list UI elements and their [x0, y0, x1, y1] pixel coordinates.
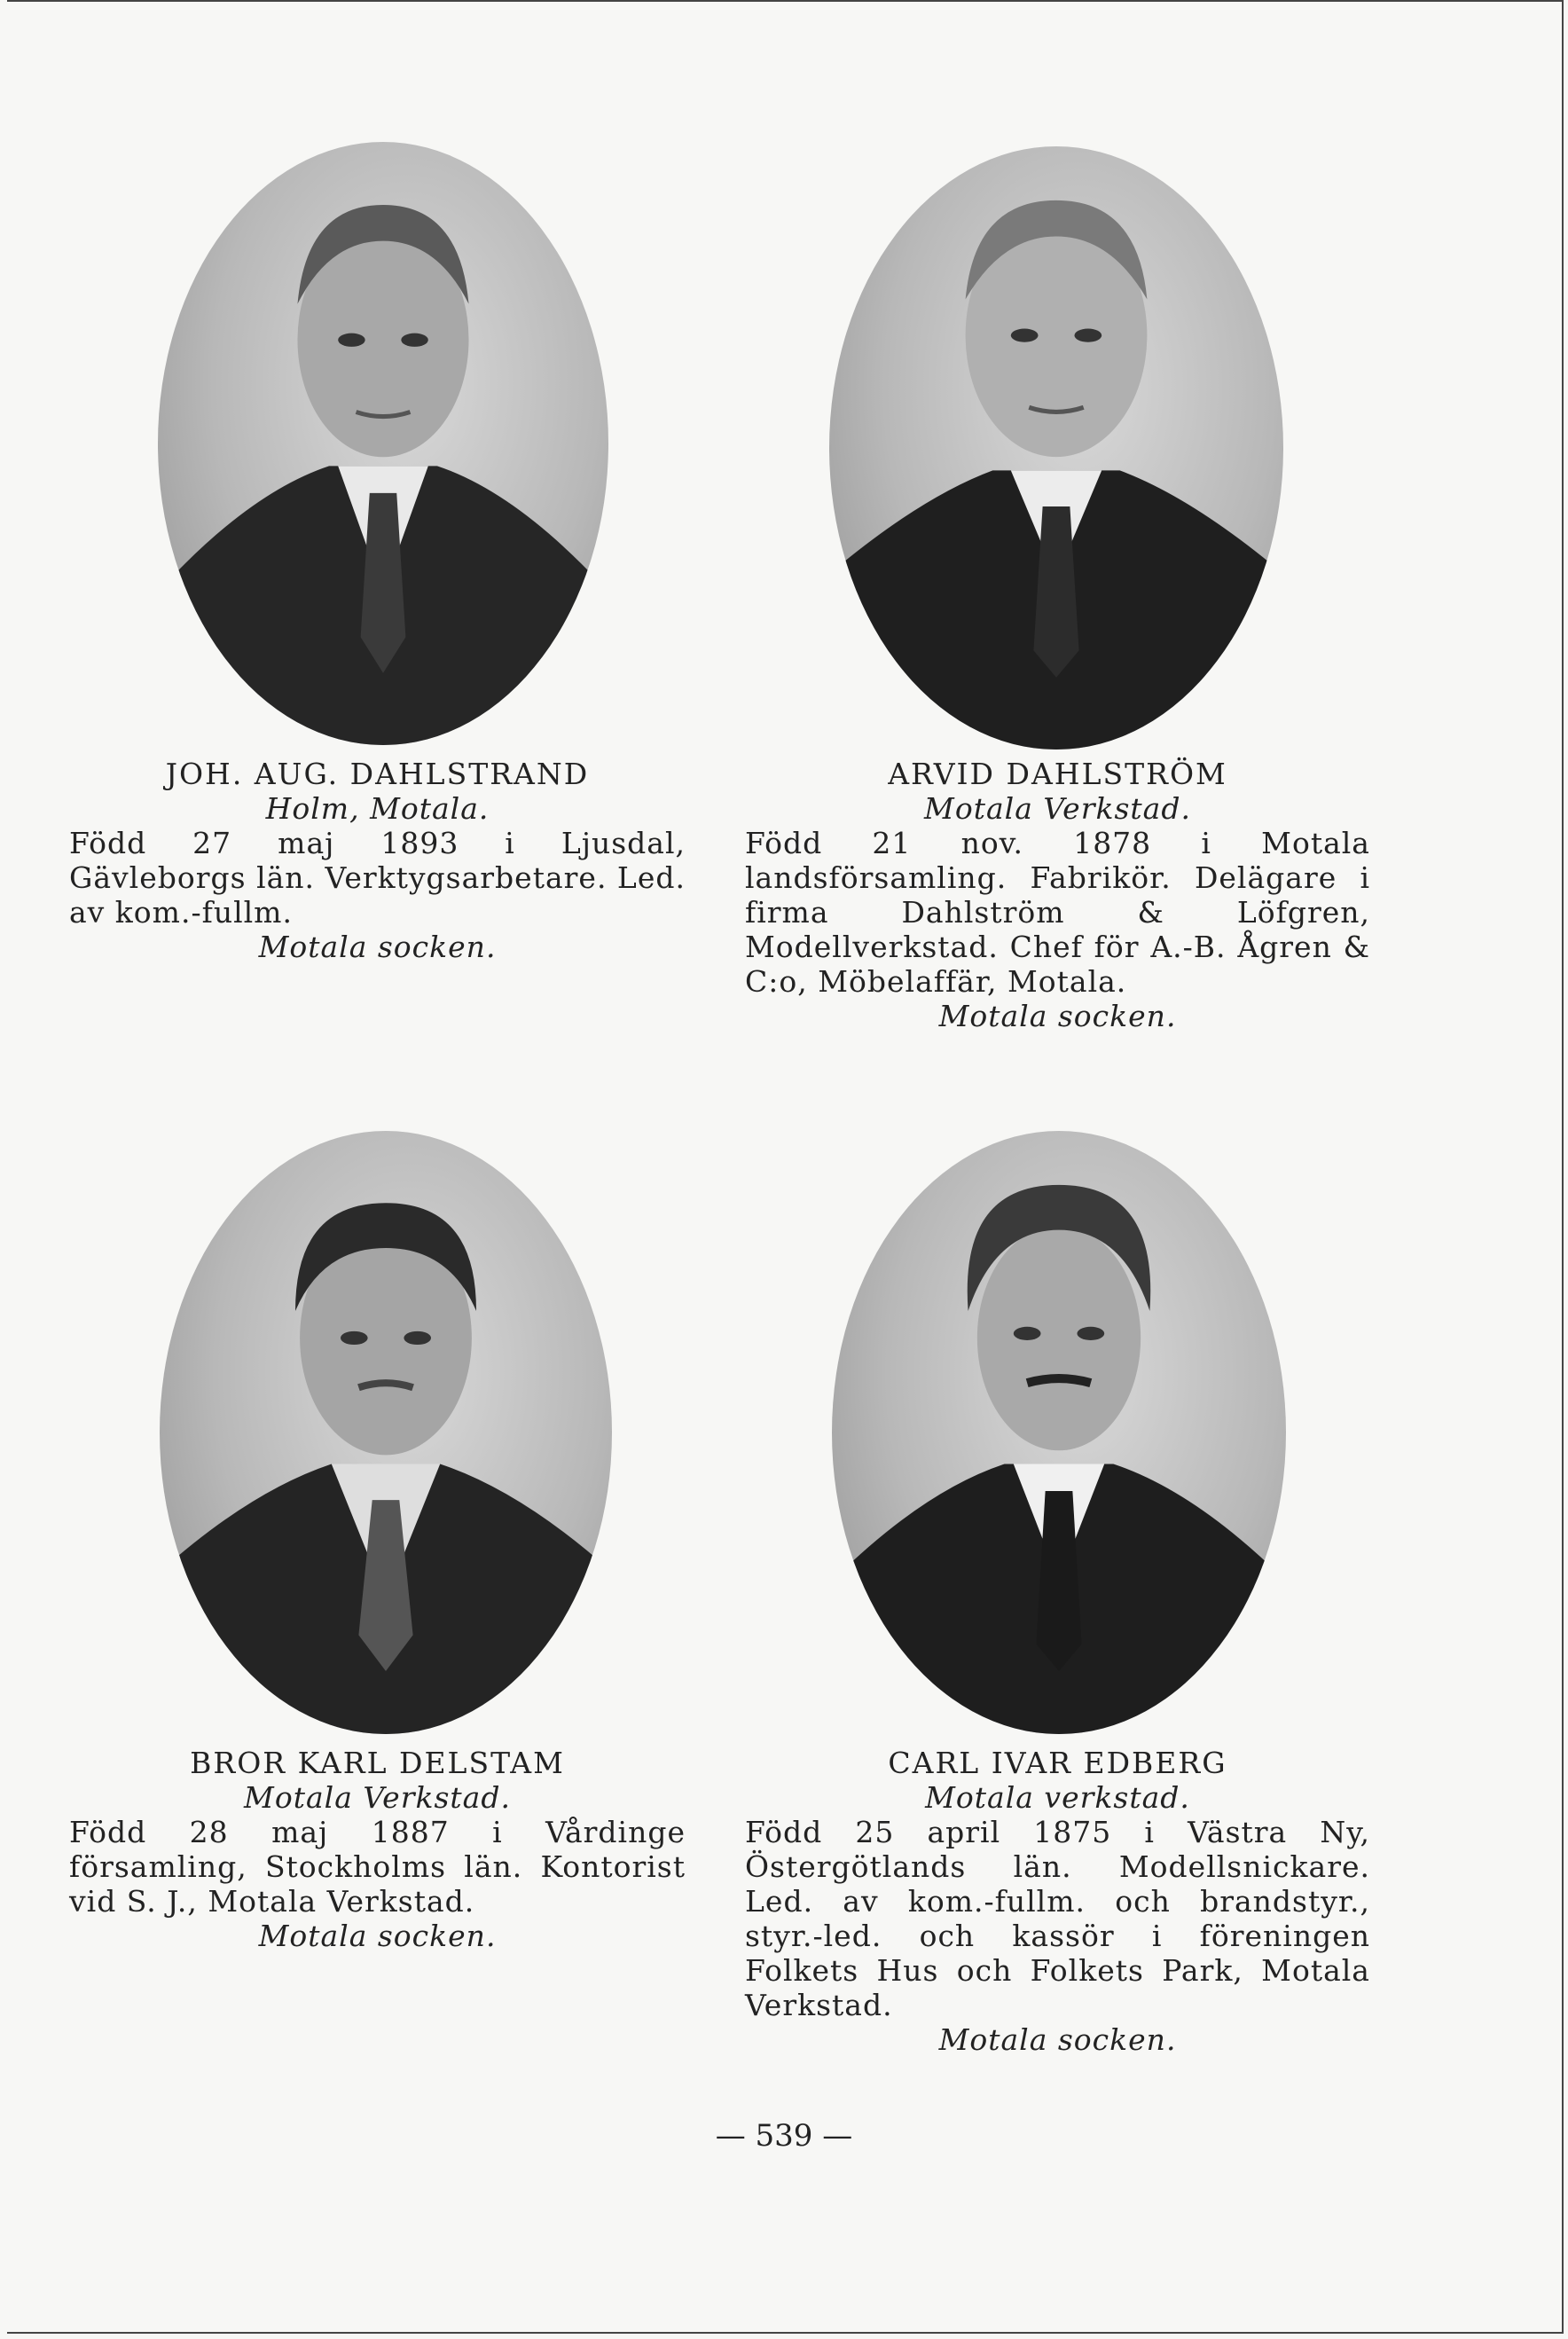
caption-dahlstrand [69, 757, 686, 964]
caption-edberg [745, 1746, 1370, 2057]
person-parish: Motala socken. [938, 2022, 1177, 2057]
page-number: — 539 — [715, 2118, 853, 2154]
portrait-photo-delstam [160, 1131, 612, 1734]
person-bio: Född 21 nov. 1878 i Motala landsförsamling. Fabrikör. Delägare i firma Dahlström & Löfgren, Modellverkstad. Chef för A.-B. Ågren & C:o, Möbelaffär, Motala. [745, 826, 1370, 999]
person-name: JOH. AUG. DAHLSTRAND [165, 757, 590, 791]
caption-delstam [69, 1746, 686, 1953]
caption-dahlstrom [745, 757, 1370, 1033]
person-parish: Motala socken. [258, 1919, 497, 1953]
person-name: BROR KARL DELSTAM [190, 1746, 565, 1780]
portrait-photo-edberg [832, 1131, 1286, 1734]
person-bio: Född 27 maj 1893 i Ljusdal, Gävleborgs län. Verktygsarbetare. Led. av kom.-fullm. [69, 826, 686, 930]
person-name: CARL IVAR EDBERG [888, 1746, 1227, 1780]
person-bio: Född 25 april 1875 i Västra Ny, Östergötlands län. Modellsnickare. Led. av kom.-fullm. och brandstyr., styr.-led. och kassör i föreningen Folkets Hus och Folkets Park, Motala Verkstad. [745, 1815, 1370, 2022]
portrait-photo-dahlstrom [829, 146, 1283, 750]
person-place: Motala Verkstad. [244, 1780, 511, 1815]
person-name: ARVID DAHLSTRÖM [888, 757, 1227, 791]
person-parish: Motala socken. [938, 999, 1177, 1033]
person-place: Motala Verkstad. [924, 791, 1191, 826]
portrait-photo-dahlstrand [158, 142, 608, 745]
person-parish: Motala socken. [258, 930, 497, 964]
person-bio: Född 28 maj 1887 i Vårdinge församling, Stockholms län. Kontorist vid S. J., Motala Verkstad. [69, 1815, 686, 1919]
person-place: Motala verkstad. [925, 1780, 1190, 1815]
person-place: Holm, Motala. [265, 791, 490, 826]
